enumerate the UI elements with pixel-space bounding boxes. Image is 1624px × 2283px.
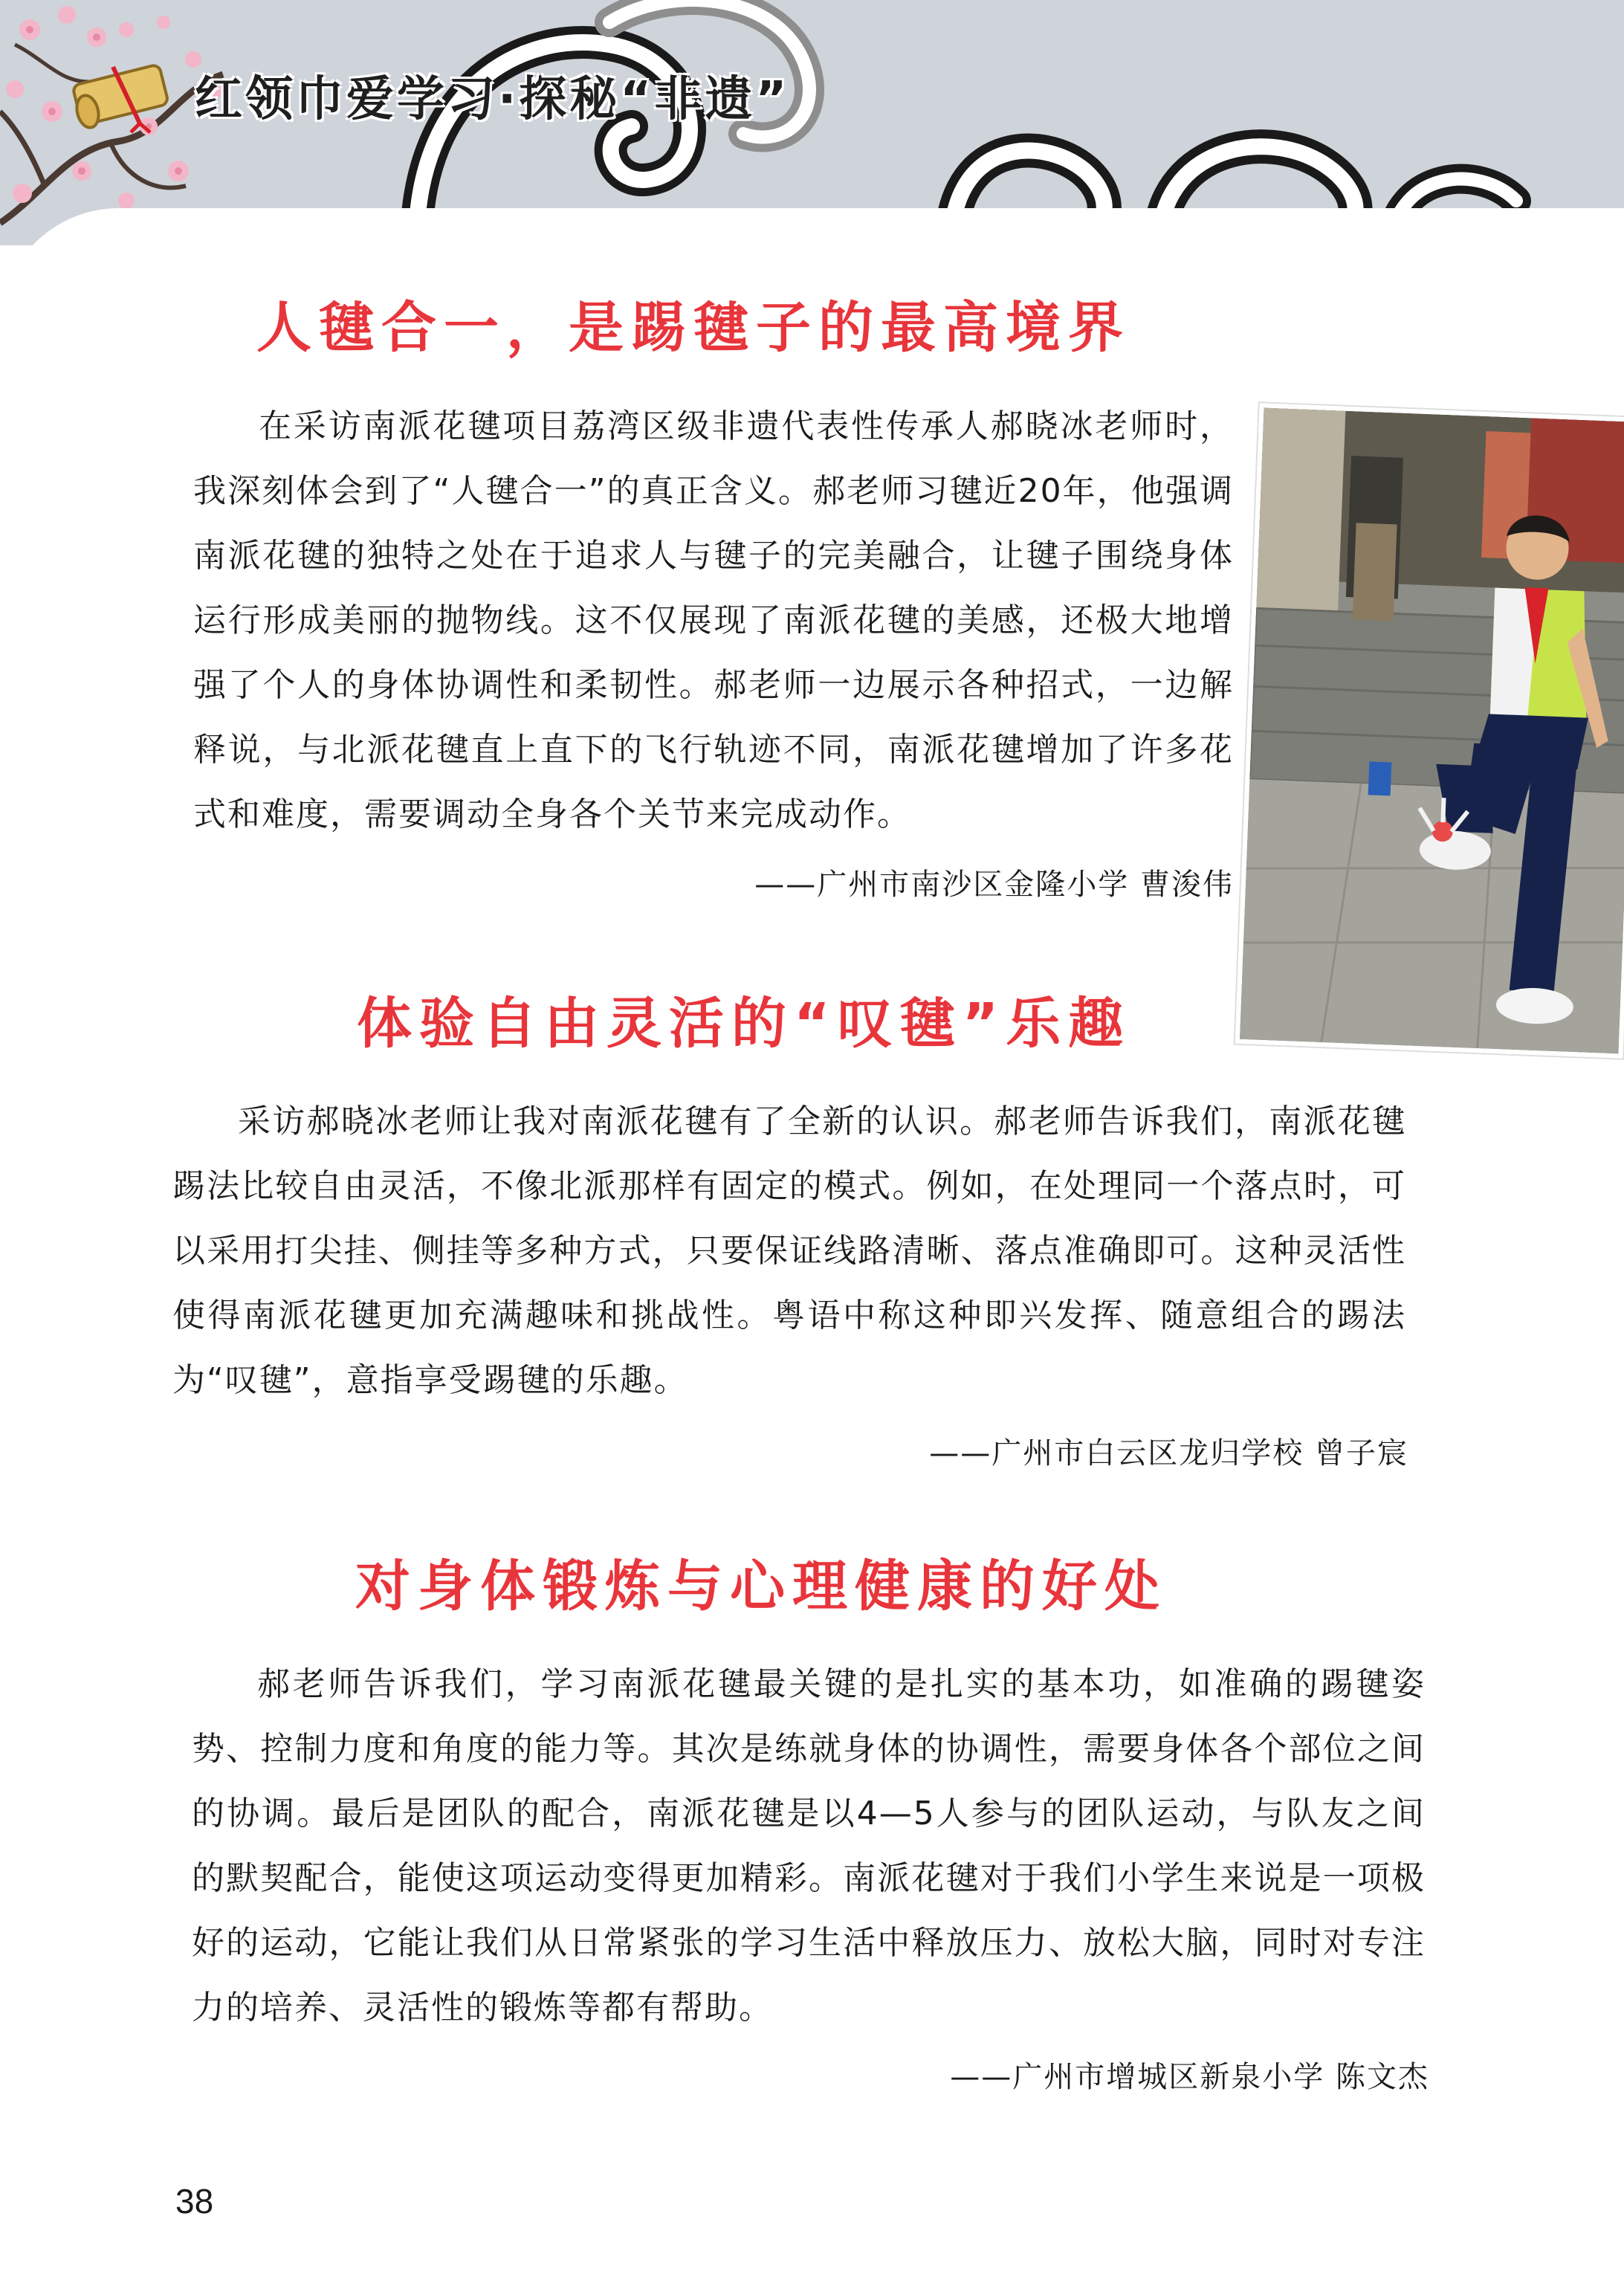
section-credit-3: ——广州市增城区新泉小学 陈文杰: [950, 2060, 1429, 2094]
page-number: 38: [175, 2182, 214, 2221]
section-credit-2: ——广州市白云区龙归学校 曾子宸: [929, 1436, 1408, 1470]
section-heading-2: 体验自由灵活的“叹毽”乐趣: [357, 992, 1131, 1056]
section-heading-3: 对身体锻炼与心理健康的好处: [355, 1554, 1167, 1618]
photo-boy-kicking-shuttlecock: [1235, 403, 1624, 1058]
scroll-icon: [68, 52, 180, 134]
section-credit-1: ——广州市南沙区金隆小学 曹浚伟: [754, 868, 1234, 902]
section-paragraph-2: 采访郝晓冰老师让我对南派花毽有了全新的认识。郝老师告诉我们，南派花毽踢法比较自由灵活，不像北派那样有固定的模式。例如，在处理同一个落点时，可以采用打尖挂、侧挂等多种方式，只要保证线路清晰、落点准确即可。这种灵活性使得南派花毽更加充满趣味和挑战性。粤语中称这种即兴发挥、随意组合的踢法为“叹毽”，意指享受踢毽的乐趣。: [172, 1102, 1406, 1399]
section-heading-1: 人毽合一，是踢毽子的最高境界: [256, 296, 1130, 360]
section-paragraph-3: 郝老师告诉我们，学习南派花毽最关键的是扎实的基本功，如准确的踢毽姿势、控制力度和角度的能力等。其次是练就身体的协调性，需要身体各个部位之间的协调。最后是团队的配合，南派花毽是以4—5人参与的团队运动，与队友之间的默契配合，能使这项运动变得更加精彩。南派花毽对于我们小学生来说是一项极好的运动，它能让我们从日常紧张的学习生活中释放压力、放松大脑，同时对专注力的培养、灵活性的锻炼等都有帮助。: [192, 1665, 1426, 2027]
photo-illustration: [1240, 408, 1624, 1054]
section-paragraph-1: 在采访南派花毽项目荔湾区级非遗代表性传承人郝晓冰老师时，我深刻体会到了“人毽合一”的真正含义。郝老师习毽近20年，他强调南派花毽的独特之处在于追求人与毽子的完美融合，让毽子围绕身体运行形成美丽的抛物线。这不仅展现了南派花毽的美感，还极大地增强了个人的身体协调性和柔韧性。郝老师一边展示各种招式，一边解释说，与北派花毽直上直下的飞行轨迹不同，南派花毽增加了许多花式和难度，需要调动全身各个关节来完成动作。: [193, 407, 1234, 833]
column-title: 红领巾爱学习·探秘“非遗”: [195, 72, 790, 127]
